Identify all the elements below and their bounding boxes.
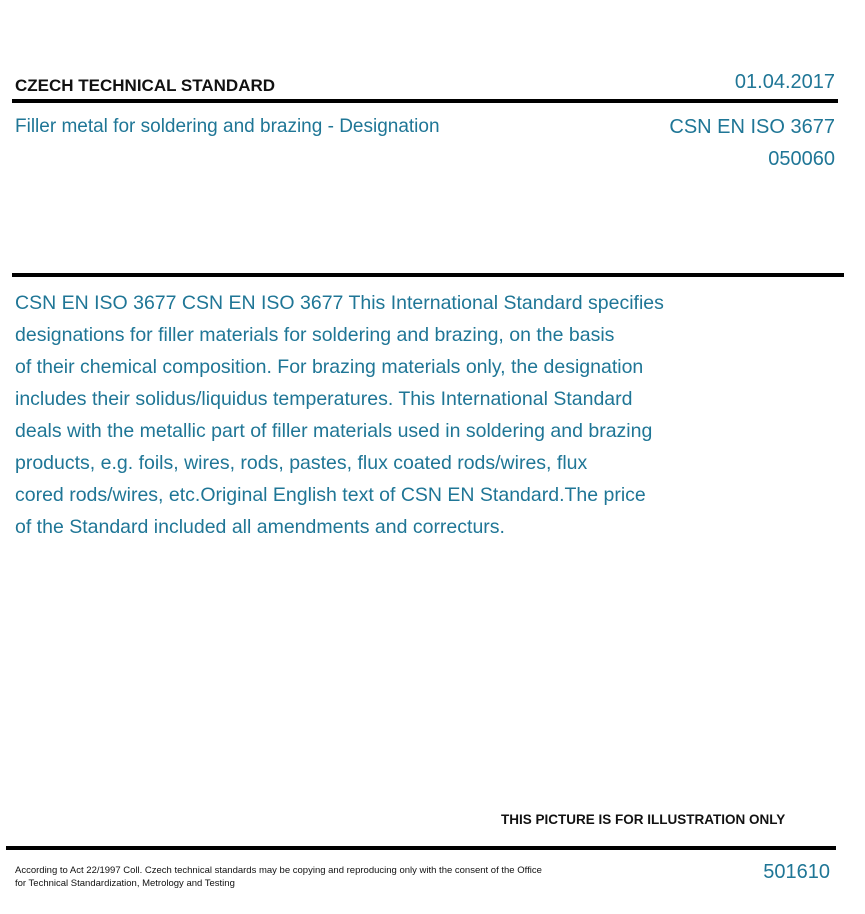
abstract-line: includes their solidus/liquidus temperatures. This International Standard bbox=[15, 388, 633, 410]
footer-divider bbox=[6, 846, 836, 850]
publication-date: 01.04.2017 bbox=[734, 71, 835, 93]
abstract-line: deals with the metallic part of filler materials used in soldering and brazing bbox=[15, 420, 653, 442]
abstract-line: designations for filler materials for soldering and brazing, on the basis bbox=[15, 324, 615, 346]
document-header-label: CZECH TECHNICAL STANDARD bbox=[15, 76, 276, 95]
abstract-line: CSN EN ISO 3677 CSN EN ISO 3677 This International Standard specifies bbox=[15, 292, 664, 314]
abstract-line: products, e.g. foils, wires, rods, pastes, flux coated rods/wires, flux bbox=[15, 452, 588, 474]
header-divider bbox=[12, 99, 838, 103]
abstract-text bbox=[15, 287, 775, 543]
legal-notice bbox=[15, 864, 595, 890]
standard-number: CSN EN ISO 3677 bbox=[669, 116, 835, 138]
legal-notice-line: According to Act 22/1997 Coll. Czech technical standards may be copying and reproducing only with the consent of the Office bbox=[15, 865, 542, 876]
standard-title: Filler metal for soldering and brazing - Designation bbox=[15, 116, 440, 137]
abstract-line: of their chemical composition. For brazing materials only, the designation bbox=[15, 356, 644, 378]
illustration-disclaimer: THIS PICTURE IS FOR ILLUSTRATION ONLY bbox=[501, 812, 786, 827]
abstract-line: of the Standard included all amendments and correcturs. bbox=[15, 516, 505, 538]
catalog-number: 501610 bbox=[763, 861, 830, 883]
legal-notice-line: for Technical Standardization, Metrology and Testing bbox=[15, 878, 235, 889]
classification-code: 050060 bbox=[768, 148, 835, 170]
section-divider bbox=[12, 273, 844, 277]
abstract-line: cored rods/wires, etc.Original English text of CSN EN Standard.The price bbox=[15, 484, 646, 506]
